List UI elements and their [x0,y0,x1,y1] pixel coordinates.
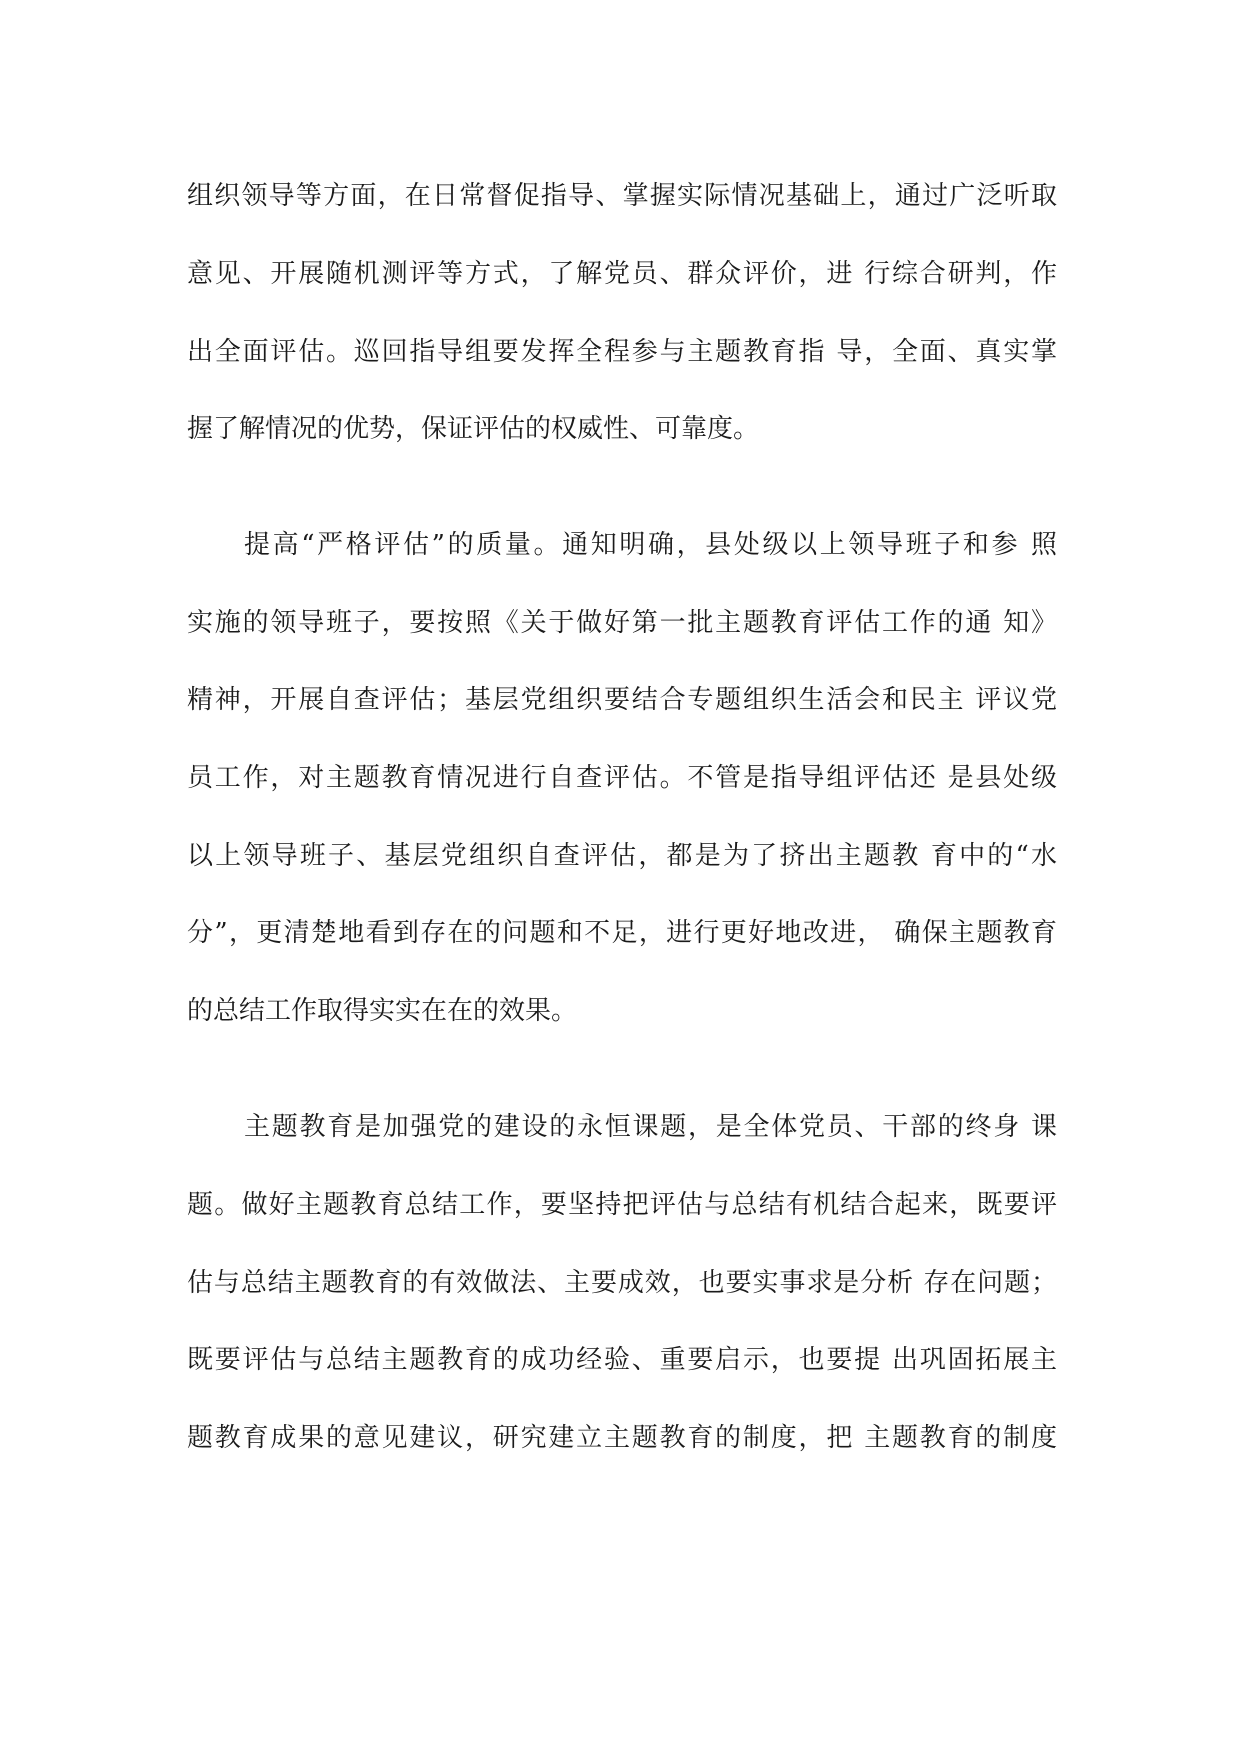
paragraph-2-line-5: 以上领导班子、基层党组织自查评估，都是为了挤出主题教 育中的“水 [187,841,1057,871]
paragraph-3-line-4: 既要评估与总结主题教育的成功经验、重要启示，也要提 出巩固拓展主 [187,1345,1057,1375]
paragraph-2-line-7: 的总结工作取得实实在在的效果。 [187,996,578,1026]
paragraph-3-line-3: 估与总结主题教育的有效做法、主要成效，也要实事求是分析 存在问题； [187,1268,1057,1298]
paragraph-2-line-4: 员工作，对主题教育情况进行自查评估。不管是指导组评估还 是县处级 [187,763,1057,793]
paragraph-2-line-3: 精神，开展自查评估；基层党组织要结合专题组织生活会和民主 评议党 [187,685,1057,715]
paragraph-2-line-2: 实施的领导班子，要按照《关于做好第一批主题教育评估工作的通 知》 [187,608,1057,638]
paragraph-2-line-6: 分”，更清楚地看到存在的问题和不足，进行更好地改进， 确保主题教育 [187,918,1057,948]
paragraph-2-line-1: 提高“严格评估”的质量。通知明确，县处级以上领导班子和参 照 [244,530,1057,560]
paragraph-3-line-2: 题。做好主题教育总结工作，要坚持把评估与总结有机结合起来，既要评 [187,1190,1057,1220]
paragraph-1-line-1: 组织领导等方面，在日常督促指导、掌握实际情况基础上，通过广泛听取 [187,181,1057,211]
paragraph-3-line-1: 主题教育是加强党的建设的永恒课题，是全体党员、干部的终身 课 [244,1112,1057,1142]
paragraph-1-line-4: 握了解情况的优势，保证评估的权威性、可靠度。 [187,414,760,444]
paragraph-1-line-2: 意见、开展随机测评等方式，了解党员、群众评价，进 行综合研判，作 [187,259,1057,289]
paragraph-1-line-3: 出全面评估。巡回指导组要发挥全程参与主题教育指 导，全面、真实掌 [187,337,1057,367]
paragraph-3-line-5: 题教育成果的意见建议，研究建立主题教育的制度，把 主题教育的制度 [187,1423,1057,1453]
